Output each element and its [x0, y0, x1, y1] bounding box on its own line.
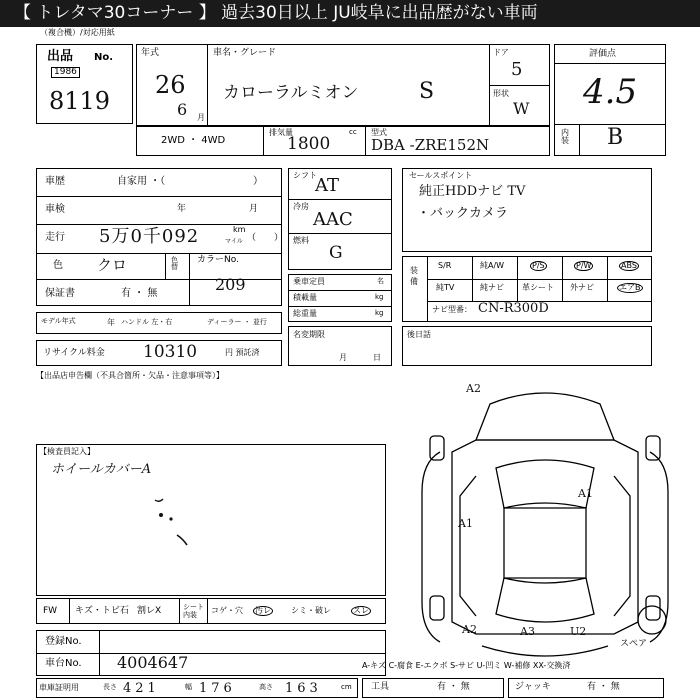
- shift-value: AT: [315, 175, 340, 196]
- damage-mark-front: A2: [466, 382, 481, 395]
- tools-label: 工具: [371, 682, 390, 692]
- model-value: DBA -ZRE152N: [371, 136, 490, 154]
- defect-item-4: コゲ・穴: [211, 606, 243, 615]
- dimensions-unit: cm: [341, 683, 352, 691]
- year-month: 6: [177, 100, 188, 119]
- inspection-year: 年: [177, 204, 187, 214]
- inspection-month: 月: [249, 204, 259, 214]
- history-value: 自家用 ・（: [117, 176, 166, 187]
- defect-item-2: 割レX: [137, 606, 162, 616]
- lot-label: 出品: [47, 49, 74, 64]
- year-value: 26: [155, 71, 186, 99]
- equip-leather: 革シート: [522, 283, 554, 292]
- equip-tv: 純TV: [436, 283, 455, 292]
- banner: 【 トレタマ30コーナー 】 過去30日以上 JU岐阜に出品歴がない車両: [0, 0, 700, 27]
- equip-navi: 純ナビ: [480, 283, 504, 292]
- spare-label: スペア: [620, 639, 648, 649]
- year-month-suffix: 月: [197, 113, 205, 122]
- color-label: 色: [53, 260, 63, 271]
- year-label: 年式: [141, 48, 160, 58]
- dealer-label: ディーラー ・ 並行: [207, 318, 267, 326]
- model-year-row: [36, 312, 282, 334]
- navi-model-value: CN-R300D: [478, 301, 549, 316]
- mileage-label: 走行: [45, 232, 65, 243]
- chassis-label: 車台No.: [45, 658, 82, 669]
- model-year-year: 年: [107, 318, 115, 327]
- capacity-label-3: 総重量: [293, 309, 317, 318]
- shape-value: W: [513, 99, 530, 118]
- warranty-label: 保証書: [45, 288, 75, 299]
- capacity-label-1: 乗車定員: [293, 277, 325, 286]
- shift-label: シフト: [293, 171, 317, 180]
- tools-row: [362, 678, 504, 698]
- capacity-unit-2: kg: [375, 293, 384, 301]
- length-value: 421: [123, 681, 160, 696]
- recycle-unit: 円 預託済: [225, 348, 260, 357]
- damage-mark-left: A1: [458, 517, 473, 530]
- shape-label: 形状: [493, 89, 509, 98]
- equipment-label: 装備: [410, 266, 418, 287]
- defect-item-1: キズ・トビ石: [75, 606, 129, 616]
- color-value: クロ: [97, 256, 128, 274]
- repaint-label: 色替: [171, 256, 178, 271]
- jack-row: [508, 678, 664, 698]
- history-label: 車歴: [45, 176, 65, 187]
- registration-box: [36, 630, 386, 676]
- equip-pw: P/W: [576, 261, 592, 270]
- equip-aw: 純A/W: [480, 261, 505, 270]
- model-year-label: モデル年式: [41, 317, 76, 325]
- mileage-value: 5万0千092: [99, 226, 200, 247]
- score-label: 評価点: [589, 49, 617, 59]
- equip-abs: ABS: [621, 261, 637, 270]
- equip-airbag: エアB: [619, 283, 641, 292]
- handle-label: ハンドル 左・右: [121, 318, 173, 326]
- dimensions-row: [36, 678, 358, 698]
- equip-ext-navi: 外ナビ: [570, 283, 594, 292]
- lot-box: [36, 44, 133, 124]
- mileage-unit-mile: マイル: [225, 238, 243, 245]
- repair-label: 後日話: [407, 330, 431, 339]
- tools-value: 有 ・ 無: [437, 682, 470, 692]
- lot-no-label: No.: [94, 52, 114, 63]
- header-note: （複合機）/対応用紙: [40, 28, 115, 37]
- doors-value: 5: [511, 59, 523, 80]
- defect-item-7: スレ: [353, 606, 369, 615]
- damage-legend: A-キズ C-腐食 E-エクボ S-サビ U-凹ミ W-補修 XX-交換済: [362, 661, 571, 670]
- lot-number: 8119: [49, 87, 111, 115]
- registration-label: 登録No.: [45, 636, 82, 647]
- history-close: ）: [253, 176, 263, 187]
- warranty-value: 有 ・ 無: [121, 288, 158, 299]
- dimensions-label: 車庫証明用: [39, 683, 79, 692]
- vehicle-main-box: [136, 44, 550, 126]
- displacement-label: 排気量: [269, 128, 293, 137]
- defect-item-5: 汚レ: [255, 606, 271, 615]
- damage-mark-rear: A3: [520, 625, 535, 638]
- drive-label: 2WD ・ 4WD: [161, 135, 226, 146]
- chassis-value: 4004647: [117, 653, 189, 672]
- damage-mark-rear-right: U2: [570, 625, 587, 638]
- name-label: 車名・グレード: [213, 48, 277, 58]
- defect-item-6: シミ・破レ: [291, 606, 331, 615]
- mileage-paren: （ ）: [247, 233, 284, 243]
- name-change-box: [288, 326, 392, 366]
- model-label: 型式: [371, 128, 387, 137]
- capacity-box: [288, 274, 392, 322]
- name-change-label: 名変期限: [293, 330, 325, 339]
- navi-model-label: ナビ型番：: [432, 305, 472, 314]
- sales-point-line-1: 純正HDDナビ TV: [419, 184, 526, 199]
- ac-label: 冷房: [293, 202, 309, 211]
- ac-value: AAC: [313, 209, 353, 230]
- damage-mark-right: A1: [578, 487, 593, 500]
- equip-ps: P/S: [532, 261, 545, 270]
- grade-value: S: [419, 79, 435, 104]
- recycle-label: リサイクル料金: [43, 348, 105, 358]
- displacement-value: 1800: [287, 134, 331, 154]
- fuel-value: G: [329, 243, 343, 263]
- car-damage-diagram: [400, 376, 690, 666]
- lot-prefix: 1986: [51, 67, 80, 78]
- name-change-month: 月: [339, 353, 347, 362]
- engine-row: [136, 126, 550, 156]
- score-box: [554, 44, 666, 156]
- shift-box: [288, 168, 392, 270]
- equip-sr: S/R: [438, 261, 452, 270]
- name-value: カローラルミオン: [223, 83, 359, 103]
- mileage-unit-km: km: [233, 225, 246, 234]
- height-label: 高さ: [259, 683, 273, 691]
- capacity-label-2: 積載量: [293, 293, 317, 302]
- damage-mark-rear-left: A2: [462, 623, 477, 636]
- defect-fw-label: FW: [43, 606, 58, 616]
- height-value: 163: [285, 681, 322, 696]
- score-value: 4.5: [583, 72, 638, 112]
- repair-box: [402, 326, 652, 366]
- sales-point-line-2: ・バックカメラ: [417, 206, 509, 221]
- inspector-box: [36, 444, 386, 596]
- capacity-unit-3: kg: [375, 309, 384, 317]
- recycle-row: [36, 340, 282, 366]
- defect-item-3: シート内装: [183, 603, 204, 620]
- width-label: 幅: [185, 683, 192, 691]
- jack-label: ジャッキ: [515, 682, 551, 692]
- inspector-label: 【検査員記入】: [39, 447, 95, 456]
- recycle-value: 10310: [143, 342, 198, 362]
- width-value: 176: [199, 681, 236, 696]
- jack-value: 有 ・ 無: [587, 682, 620, 692]
- sales-points-label: セールスポイント: [409, 171, 473, 180]
- defect-row: [36, 598, 386, 624]
- inspector-scribble: [147, 495, 197, 555]
- interior-value: B: [607, 125, 624, 150]
- color-no-value: 209: [215, 275, 246, 294]
- interior-label: 内装: [561, 128, 569, 145]
- sales-points-box: [402, 168, 652, 252]
- length-label: 長さ: [103, 683, 117, 691]
- fuel-label: 燃料: [293, 236, 309, 245]
- color-no-label: カラーNo.: [197, 255, 239, 265]
- capacity-unit-1: 名: [377, 277, 384, 285]
- inspector-note: ホイールカバーA: [51, 462, 152, 477]
- seller-notes-label: 【出品店申告欄（不具合箇所・欠品・注意事項等）】: [36, 371, 224, 380]
- details-box: [36, 168, 282, 306]
- displacement-unit: cc: [349, 128, 357, 136]
- doors-label: ドア: [493, 48, 509, 57]
- name-change-day: 日: [373, 353, 381, 362]
- inspection-label: 車検: [45, 204, 65, 215]
